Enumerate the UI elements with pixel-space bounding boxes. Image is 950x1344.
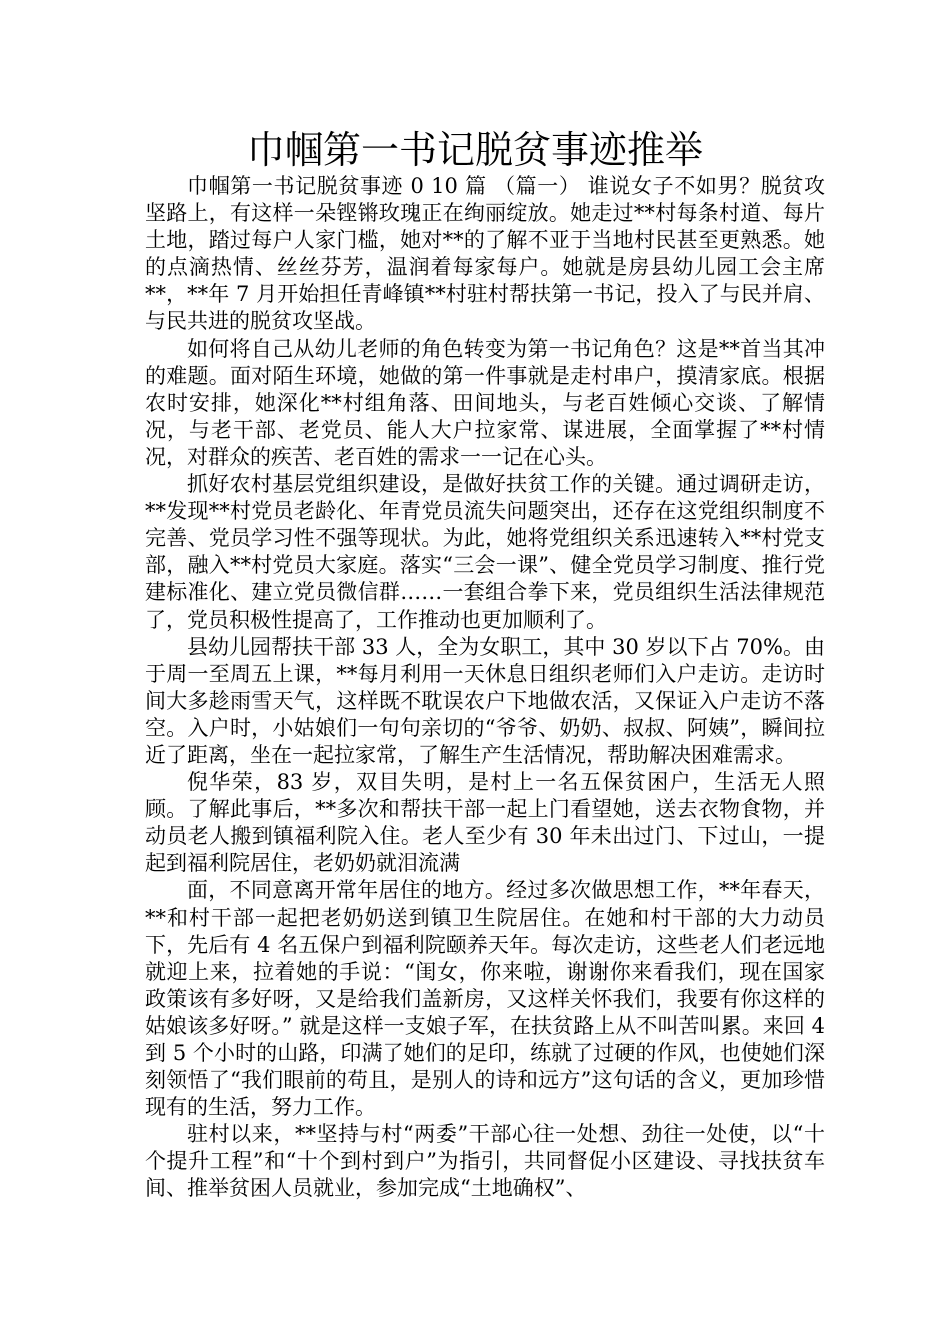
paragraph-5: 倪华荣，83 岁，双目失明，是村上一名五保贫困户，生活无人照顾。了解此事后，**多次和帮扶干部一起上门看望她，送去衣物食物，并动员老人搬到镇福利院入住。老人至少有 30 年未出过门、下过山，一提起到福利院居住，老奶奶就泪流满	[145, 770, 825, 876]
document-body	[145, 173, 825, 1203]
paragraph-7: 驻村以来，**坚持与村“两委”干部心往一处想、劲往一处使，以“十个提升工程”和“十个到村到户”为指引，共同督促小区建设、寻找扶贫车间、推举贫困人员就业，参加完成“土地确权”、	[145, 1122, 825, 1201]
paragraph-2: 如何将自己从幼儿老师的角色转变为第一书记角色？这是**首当其冲的难题。面对陌生环境，她做的第一件事就是走村串户，摸清家底。根据农时安排，她深化**村组角落、田间地头，与老百姓倾心交谈、了解情况，与老干部、老党员、能人大户拉家常、谋进展，全面掌握了**村情况，对群众的疾苦、老百姓的需求一一记在心头。	[145, 336, 825, 469]
paragraph-1: 巾帼第一书记脱贫事迹 0 10 篇 （篇一） 谁说女子不如男？脱贫攻坚路上，有这样一朵铿锵玫瑰正在绚丽绽放。她走过**村每条村道、每片土地，踏过每户人家门槛，她对**的了解不亚于当地村民甚至更熟悉。她的点滴热情、丝丝芬芳，温润着每家每户。她就是房县幼儿园工会主席**，**年 7 月开始担任青峰镇**村驻村帮扶第一书记，投入了与民并肩、与民共进的脱贫攻坚战。	[145, 174, 825, 334]
paragraph-3: 抓好农村基层党组织建设，是做好扶贫工作的关键。通过调研走访，**发现**村党员老龄化、年青党员流失问题突出，还存在这党组织制度不完善、党员学习性不强等现状。为此，她将党组织关系迅速转入**村党支部，融入**村党员大家庭。落实“三会一课”、健全党员学习制度、推行党建标准化、建立党员微信群……一套组合拳下来，党员组织生活法律规范了，党员积极性提高了，工作推动也更加顺利了。	[145, 472, 825, 632]
document-title: 巾帼第一书记脱贫事迹推举	[246, 128, 703, 172]
paragraph-6: 面，不同意离开常年居住的地方。经过多次做思想工作，**年春天，**和村干部一起把老奶奶送到镇卫生院居住。在她和村干部的大力动员下，先后有 4 名五保户到福利院颐养天年。每次走访，这些老人们老远地就迎上来，拉着她的手说：“闺女，你来啦，谢谢你来看我们，现在国家政策该有多好呀，又是给我们盖新房，又这样关怀我们，我要有你这样的姑娘该多好呀。” 就是这样一支娘子军，在扶贫路上从不叫苦叫累。来回 4 到 5 个小时的山路，印满了她们的足印，练就了过硬的作风，也使她们深刻领悟了“我们眼前的苟且，是别人的诗和远方”这句话的含义，更加珍惜现有的生活，努力工作。	[145, 878, 825, 1120]
paragraph-4: 县幼儿园帮扶干部 33 人，全为女职工，其中 30 岁以下占 70%。由于周一至周五上课，**每月利用一天休息日组织老师们入户走访。走访时间大多趁雨雪天气，这样既不耽误农户下地做农活，又保证入户走访不落空。入户时，小姑娘们一句句亲切的“爷爷、奶奶、叔叔、阿姨”，瞬间拉近了距离，坐在一起拉家常，了解生产生活情况，帮助解决困难需求。	[145, 634, 825, 767]
